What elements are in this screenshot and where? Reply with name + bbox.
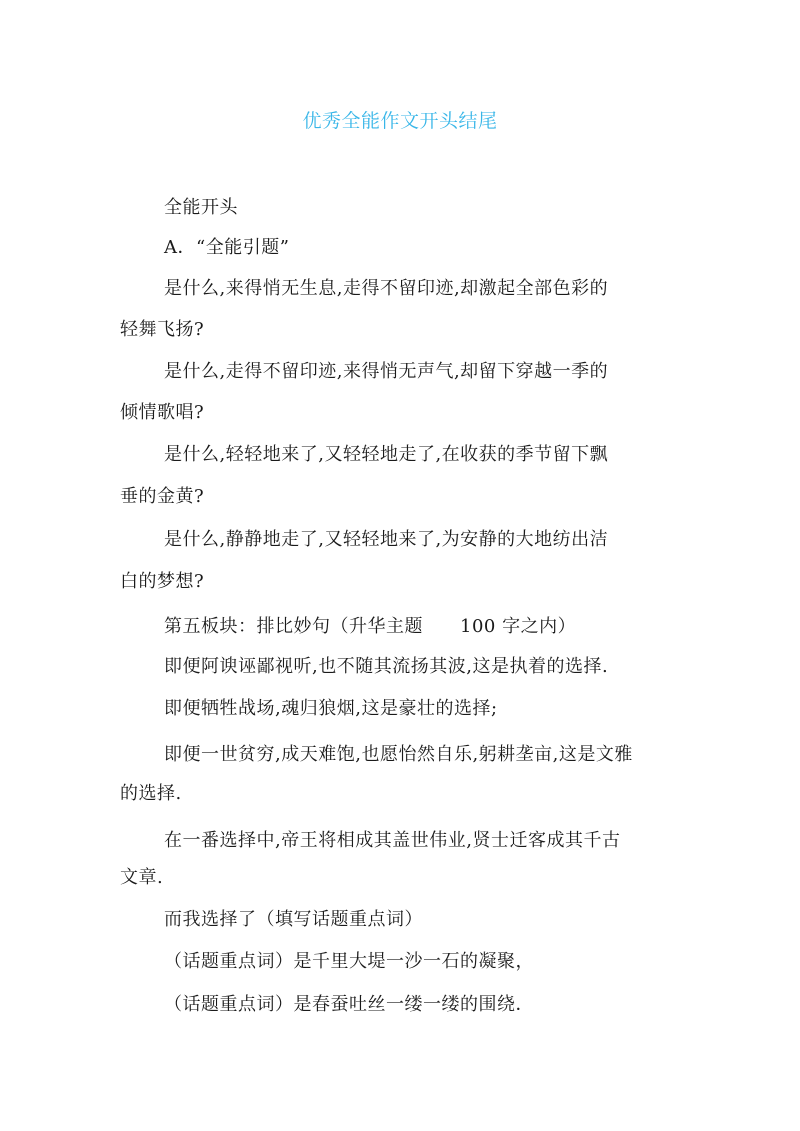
paragraph-line: 是什么,静静地走了,又轻轻地来了,为安静的大地纺出洁 (164, 529, 609, 550)
paragraph-line: 倾情歌唱? (120, 402, 205, 423)
paragraph-line: 白的梦想? (120, 571, 205, 592)
paragraph-line: 文章. (120, 867, 164, 888)
paragraph-line: 即便牺牲战场,魂归狼烟,这是豪壮的选择; (164, 698, 498, 719)
paragraph-line: 即便阿谀诬鄙视听,也不随其流扬其波,这是执着的选择. (164, 656, 609, 677)
paragraph-line: 即便一世贫穷,成天难饱,也愿怡然自乐,躬耕垄亩,这是文雅 (164, 744, 633, 765)
paragraph-line: 是什么,轻轻地来了,又轻轻地走了,在收获的季节留下飘 (164, 444, 609, 465)
paragraph-line: 的选择. (120, 783, 182, 804)
paragraph-line: （话题重点词）是春蚕吐丝一缕一缕的围绕． (164, 994, 534, 1015)
paragraph-line: 是什么,来得悄无生息,走得不留印迹,却激起全部色彩的 (164, 278, 609, 299)
paragraph-line: （话题重点词）是千里大堤一沙一石的凝聚， (164, 951, 534, 972)
subsection-heading: A．“全能引题” (164, 237, 290, 258)
section-heading: 第五板块：排比妙句（升华主题 100 字之内） (164, 616, 577, 637)
paragraph-line: 在一番选择中,帝王将相成其盖世伟业,贤士迁客成其千古 (164, 830, 621, 851)
paragraph-line: 轻舞飞扬? (120, 319, 205, 340)
paragraph-line: 是什么,走得不留印迹,来得悄无声气,却留下穿越一季的 (164, 361, 609, 382)
document-title: 优秀全能作文开头结尾 (302, 110, 498, 132)
section-heading: 全能开头 (164, 197, 238, 218)
paragraph-line: 而我选择了（填写话题重点词） (164, 909, 423, 930)
paragraph-line: 垂的金黄? (120, 486, 205, 507)
